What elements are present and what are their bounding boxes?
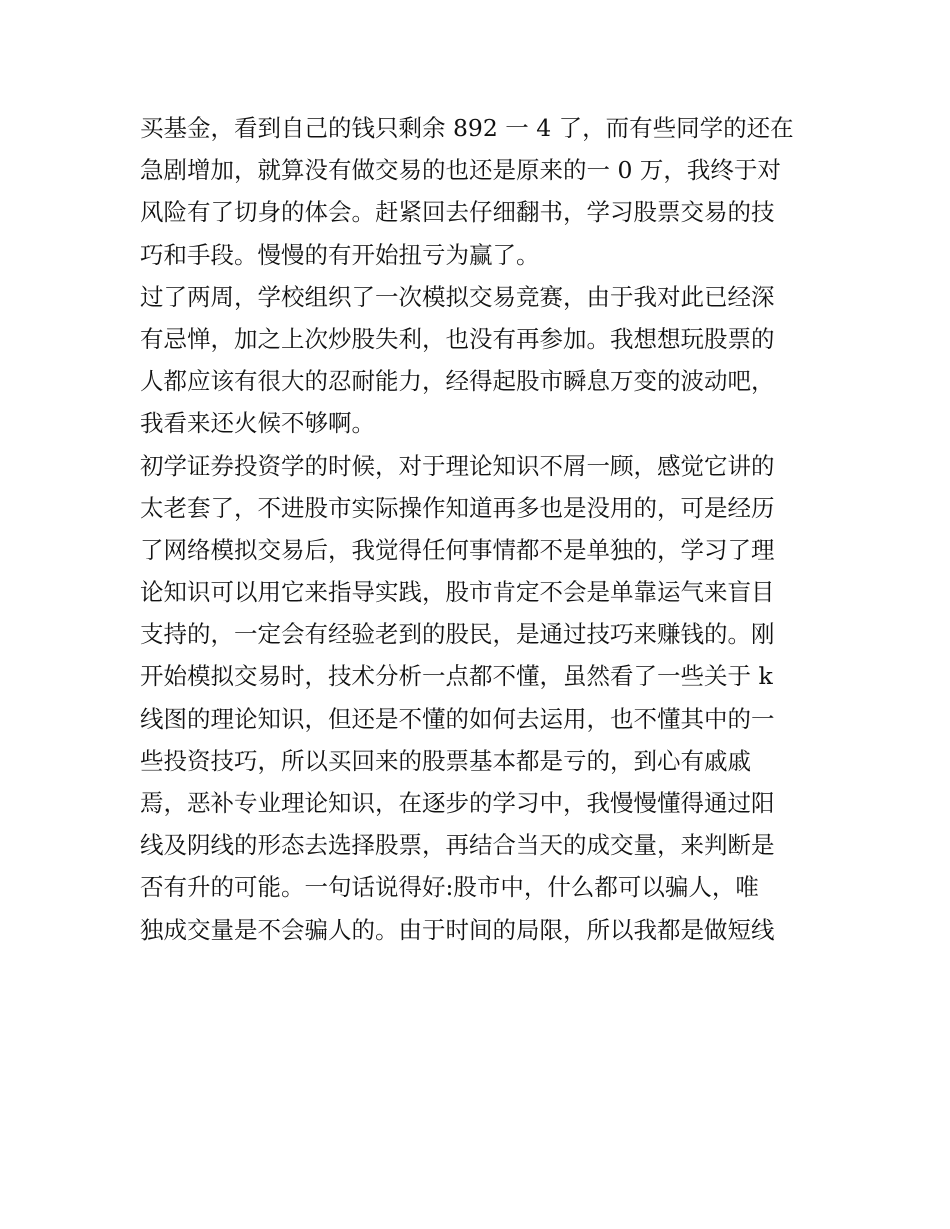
text-line: 过了两周，学校组织了一次模拟交易竞赛，由于我对此已经深 bbox=[140, 282, 775, 311]
text-line: 论知识可以用它来指导实践，股市肯定不会是单靠运气来盲目 bbox=[140, 578, 775, 607]
text-line: 了网络模拟交易后，我觉得任何事情都不是单独的，学习了理 bbox=[140, 535, 775, 564]
text-line: 线图的理论知识，但还是不懂的如何去运用，也不懂其中的一 bbox=[140, 704, 775, 733]
text-line: 急剧增加，就算没有做交易的也还是原来的一 0 万，我终于对 bbox=[140, 156, 781, 185]
text-line: 巧和手段。慢慢的有开始扭亏为赢了。 bbox=[140, 240, 540, 269]
text-line: 买基金，看到自己的钱只剩余 892 一 4 了，而有些同学的还在 bbox=[140, 114, 794, 142]
text-line: 开始模拟交易时，技术分析一点都不懂，虽然看了一些关于 k bbox=[140, 662, 773, 691]
body-text bbox=[140, 107, 820, 951]
text-line: 有忌惮，加之上次炒股失利，也没有再参加。我想想玩股票的 bbox=[140, 324, 775, 353]
text-line: 支持的，一定会有经验老到的股民，是通过技巧来赚钱的。刚 bbox=[140, 620, 775, 649]
text-line: 线及阴线的形态去选择股票，再结合当天的成交量，来判断是 bbox=[140, 831, 775, 860]
text-line: 风险有了切身的体会。赶紧回去仔细翻书，学习股票交易的技 bbox=[140, 198, 775, 227]
text-line: 些投资技巧，所以买回来的股票基本都是亏的，到心有戚戚 bbox=[140, 746, 751, 775]
text-line: 焉，恶补专业理论知识，在逐步的学习中，我慢慢懂得通过阳 bbox=[140, 789, 775, 817]
text-line: 初学证券投资学的时候，对于理论知识不屑一顾，感觉它讲的 bbox=[140, 451, 775, 480]
text-line: 我看来还火候不够啊。 bbox=[140, 409, 375, 438]
text-line: 太老套了，不进股市实际操作知道再多也是没用的，可是经历 bbox=[140, 493, 775, 522]
text-line: 人都应该有很大的忍耐能力，经得起股市瞬息万变的波动吧， bbox=[140, 367, 775, 396]
text-line: 否有升的可能。一句话说得好:股市中，什么都可以骗人，唯 bbox=[140, 873, 759, 902]
text-line: 独成交量是不会骗人的。由于时间的局限，所以我都是做短线 bbox=[140, 915, 775, 944]
